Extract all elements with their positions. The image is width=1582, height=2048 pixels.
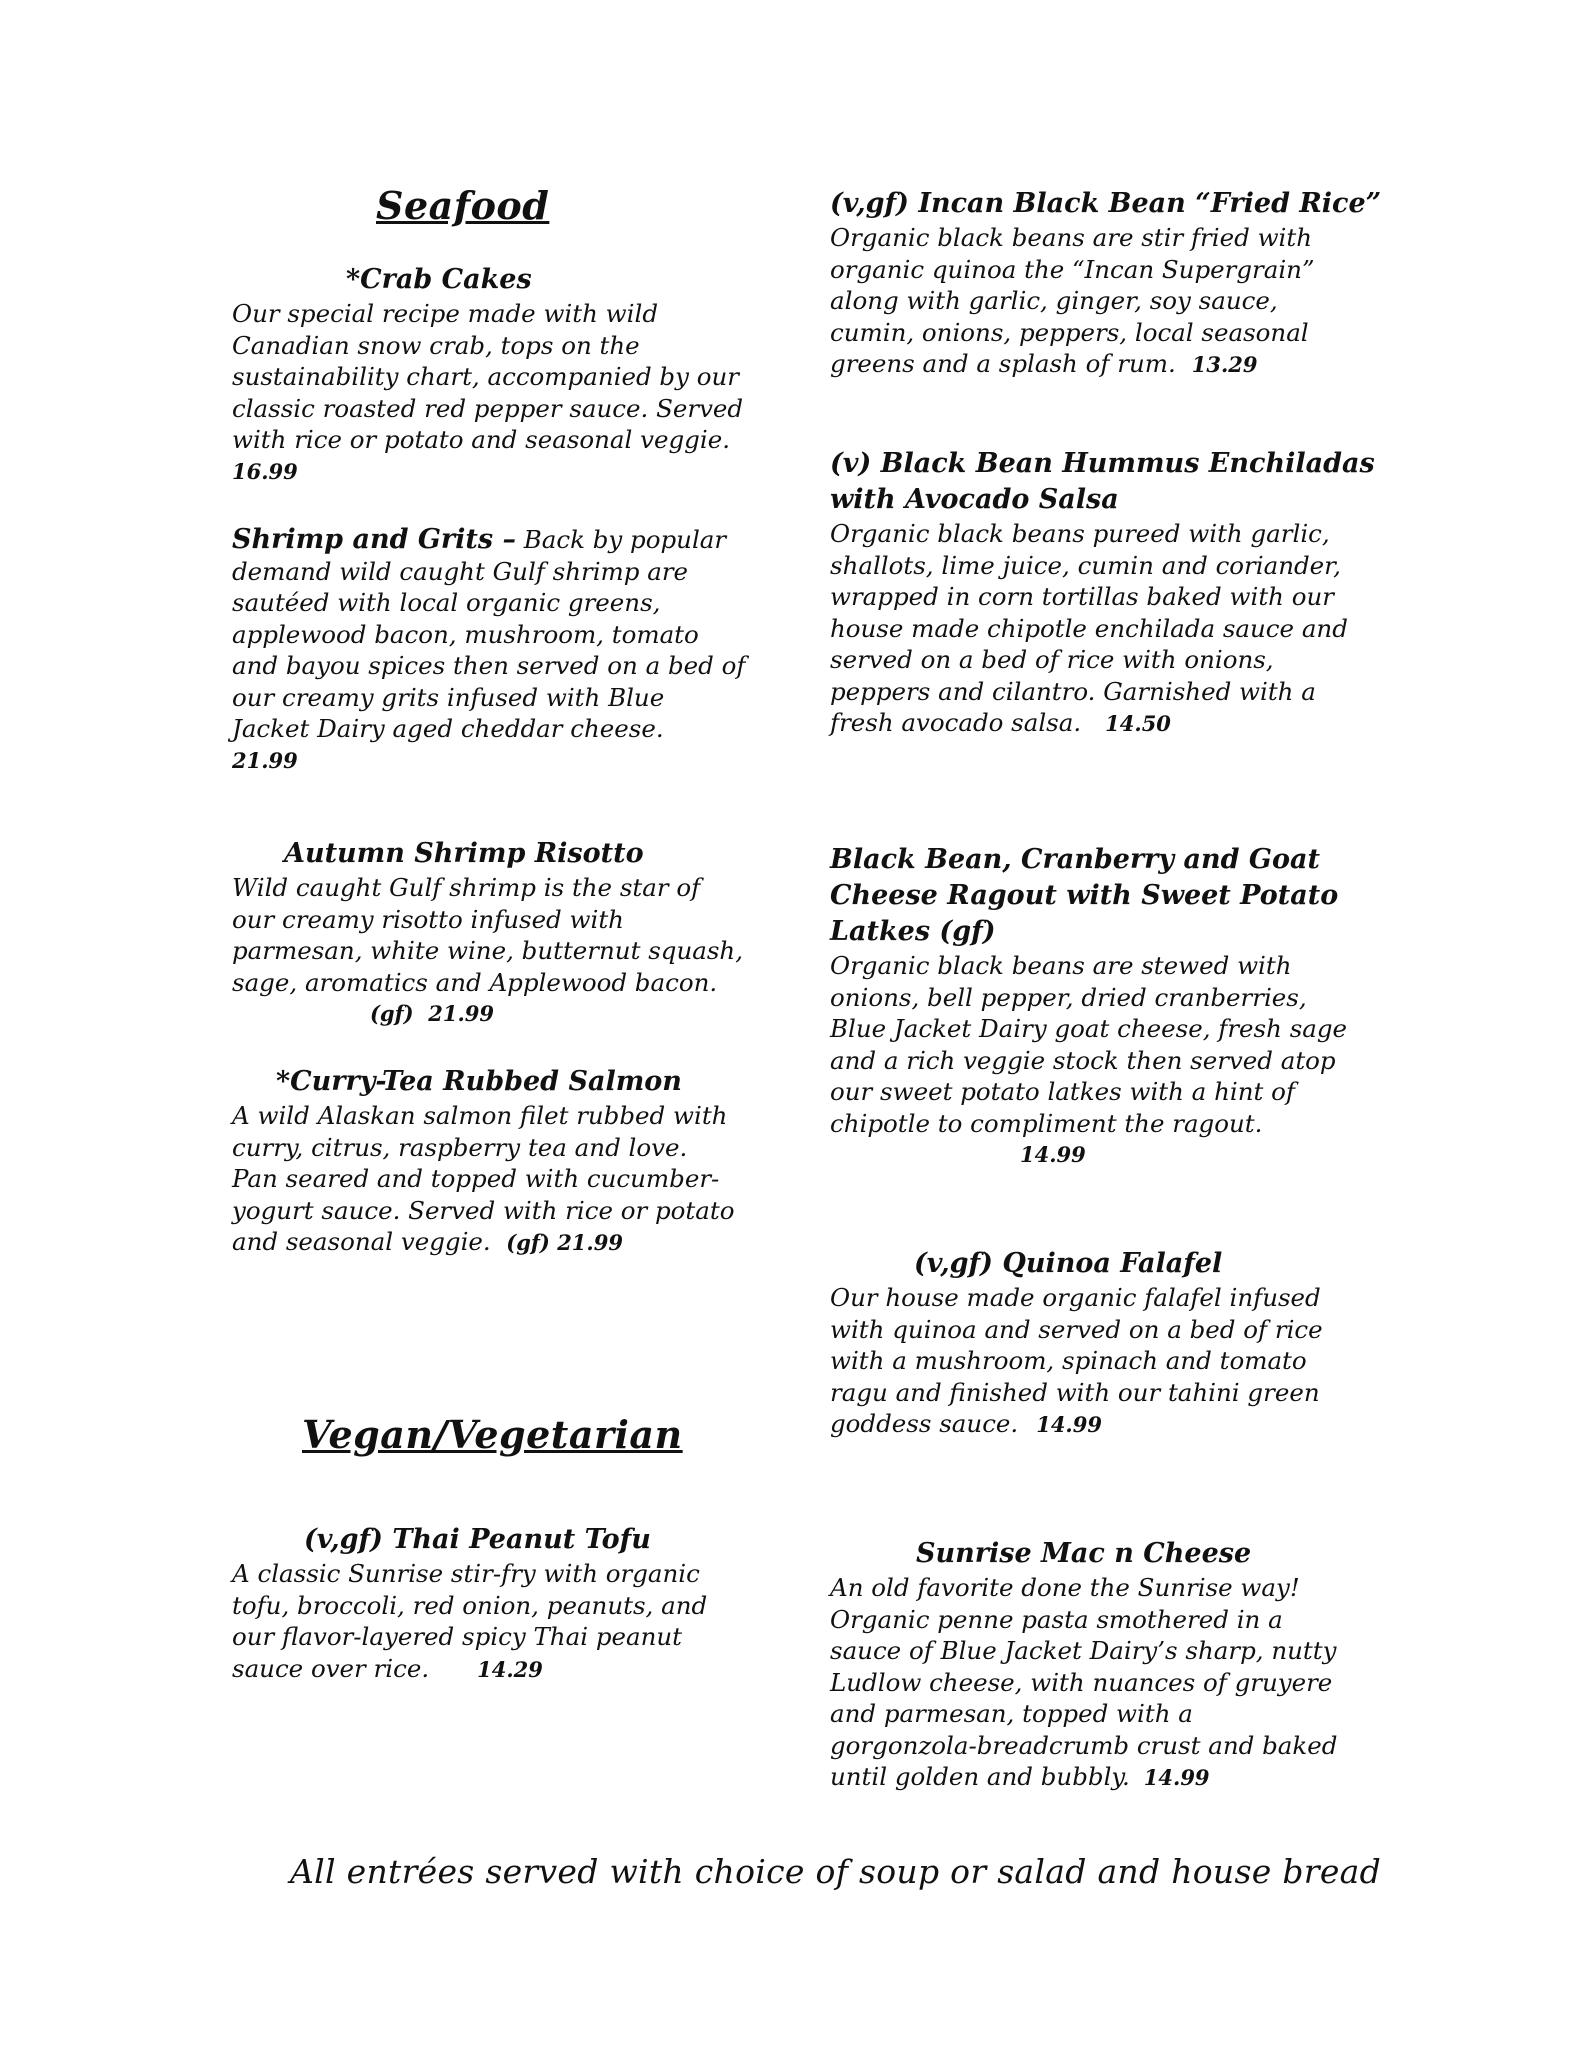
- item-desc-line: demand wild caught Gulf shrimp are: [232, 556, 689, 586]
- item-desc-line: Blue Jacket Dairy goat cheese, fresh sage: [830, 1014, 1348, 1043]
- item-name: with Avocado Salsa: [830, 484, 1119, 515]
- item-desc-line: Canadian snow crab, tops on the: [232, 330, 640, 360]
- item-desc-line: Organic black beans are stir fried with: [830, 223, 1312, 252]
- item-name: (v,gf) Incan Black Bean “Fried Rice”: [830, 188, 1382, 219]
- item-desc-line: An old favorite done the Sunrise way!: [830, 1573, 1300, 1602]
- menu-item-shrimp-risotto: [232, 836, 772, 1030]
- item-desc-line: Organic penne pasta smothered in a: [830, 1604, 1283, 1634]
- item-desc-line: Jacket Dairy aged cheddar cheese.: [232, 714, 664, 743]
- item-desc-line: classic roasted red pepper sauce. Served: [232, 393, 744, 423]
- item-desc-line: sustainability chart, accompanied by our: [232, 362, 739, 391]
- item-desc-line: our flavor-layered spicy Thai peanut: [232, 1622, 683, 1651]
- section-title-seafood: Seafood: [376, 183, 550, 228]
- item-name: (v,gf) Thai Peanut Tofu: [304, 1524, 651, 1555]
- item-desc-line: goddess sauce.: [830, 1409, 1019, 1438]
- item-desc-line: with a mushroom, spinach and tomato: [830, 1346, 1307, 1375]
- menu-item-quinoa-falafel: [830, 1246, 1390, 1441]
- item-desc-line: A classic Sunrise stir-fry with organic: [232, 1559, 700, 1588]
- item-desc-line: Organic black beans are stewed with: [830, 951, 1292, 980]
- item-name: Sunrise Mac n Cheese: [916, 1538, 1252, 1569]
- item-desc-line: cumin, onions, peppers, local seasonal: [830, 317, 1309, 347]
- item-desc-line: with rice or potato and seasonal veggie.: [232, 425, 730, 454]
- item-desc-line: Wild caught Gulf shrimp is the star of: [232, 873, 701, 902]
- item-name: *Crab Cakes: [346, 264, 532, 295]
- item-name: Black Bean, Cranberry and Goat: [830, 844, 1320, 875]
- menu-item-crab-cakes: [232, 262, 772, 487]
- item-desc-line: fresh avocado salsa.: [830, 708, 1082, 737]
- section-title-vegan: Vegan/Vegetarian: [302, 1412, 683, 1457]
- item-tag: (gf): [506, 1230, 550, 1255]
- item-name: Latkes (gf): [830, 916, 996, 947]
- item-price: 14.99: [1036, 1412, 1102, 1437]
- item-desc-line: with quinoa and served on a bed of rice: [830, 1314, 1323, 1344]
- item-desc-line: our sweet potato latkes with a hint of: [830, 1077, 1295, 1106]
- menu-item-shrimp-grits: [232, 524, 772, 776]
- item-desc-line: Our house made organic falafel infused: [830, 1283, 1321, 1312]
- item-name: *Curry-Tea Rubbed Salmon: [276, 1066, 682, 1097]
- item-desc-line: Ludlow cheese, with nuances of gruyere: [830, 1667, 1333, 1697]
- item-name: (v) Black Bean Hummus Enchiladas: [830, 448, 1375, 479]
- item-name: Autumn Shrimp Risotto: [284, 838, 644, 869]
- item-desc-line: peppers and cilantro. Garnished with a: [830, 676, 1316, 706]
- item-desc-line: tofu, broccoli, red onion, peanuts, and: [232, 1590, 708, 1620]
- item-name: Cheese Ragout with Sweet Potato: [830, 880, 1339, 911]
- item-desc-line: sautéed with local organic greens,: [232, 588, 661, 617]
- item-price: 14.29: [477, 1656, 543, 1682]
- item-desc-line: Our special recipe made with wild: [232, 299, 658, 328]
- menu-item-thai-tofu: [232, 1522, 772, 1685]
- footer-note: All entrées served with choice of soup or salad and house bread: [290, 1852, 1382, 1891]
- item-desc-line: wrapped in corn tortillas baked with our: [830, 582, 1334, 611]
- item-tag: (gf): [370, 1001, 414, 1026]
- item-desc-line: parmesan, white wine, butternut squash,: [232, 936, 743, 965]
- item-price: 21.99: [557, 1230, 623, 1255]
- item-desc-line: and a rich veggie stock then served atop: [830, 1045, 1336, 1075]
- menu-item-enchiladas: [830, 446, 1390, 740]
- item-price: 21.99: [232, 747, 298, 773]
- item-desc-line: yogurt sauce. Served with rice or potato: [232, 1195, 735, 1225]
- item-desc-line: served on a bed of rice with onions,: [830, 645, 1274, 674]
- item-desc-line: applewood bacon, mushroom, tomato: [232, 619, 699, 649]
- item-desc-line: our creamy grits infused with Blue: [232, 682, 665, 712]
- item-price: 14.50: [1105, 711, 1171, 736]
- item-desc-line: organic quinoa the “Incan Supergrain”: [830, 254, 1315, 284]
- item-desc-line: house made chipotle enchilada sauce and: [830, 613, 1348, 643]
- menu-item-salmon: [232, 1064, 772, 1259]
- menu-item-mac-n-cheese: [830, 1536, 1390, 1794]
- item-desc-line: until golden and bubbly.: [830, 1762, 1130, 1791]
- item-desc-line: and seasonal veggie.: [232, 1227, 491, 1256]
- menu-item-ragout: [830, 842, 1390, 1171]
- item-desc-line: chipotle to compliment the ragout.: [830, 1108, 1263, 1138]
- item-desc-line: our creamy risotto infused with: [232, 904, 624, 934]
- item-desc-line: along with garlic, ginger, soy sauce,: [830, 286, 1278, 315]
- item-desc-line: ragu and finished with our tahini green: [830, 1377, 1320, 1407]
- item-price: 14.99: [1143, 1765, 1210, 1790]
- item-desc-line: sauce over rice.: [232, 1653, 430, 1683]
- item-desc-line: gorgonzola-breadcrumb crust and baked: [830, 1730, 1338, 1760]
- item-desc-line: greens and a splash of rum.: [830, 349, 1176, 378]
- item-price: 16.99: [232, 458, 298, 484]
- item-desc-line: and bayou spices then served on a bed of: [232, 651, 746, 680]
- item-desc-line: sage, aromatics and Applewood bacon.: [232, 967, 718, 997]
- item-price: 14.99: [1020, 1142, 1086, 1167]
- item-desc-line: sauce of Blue Jacket Dairy’s sharp, nutty: [830, 1636, 1337, 1665]
- item-name: Shrimp and Grits –: [232, 524, 516, 555]
- item-desc-line: Back by popular: [515, 525, 727, 554]
- item-desc-line: Pan seared and topped with cucumber-: [232, 1164, 720, 1193]
- item-name: (v,gf) Quinoa Falafel: [914, 1248, 1223, 1279]
- item-desc-line: A wild Alaskan salmon filet rubbed with: [232, 1101, 728, 1130]
- item-price: 21.99: [428, 1001, 494, 1026]
- menu-item-incan-fried-rice: [830, 186, 1390, 381]
- item-desc-line: onions, bell pepper, dried cranberries,: [830, 982, 1307, 1012]
- item-desc-line: shallots, lime juice, cumin and coriander,: [830, 550, 1341, 580]
- item-price: 13.29: [1191, 352, 1258, 377]
- item-desc-line: curry, citrus, raspberry tea and love.: [232, 1132, 688, 1162]
- item-desc-line: Organic black beans pureed with garlic,: [830, 519, 1330, 548]
- item-desc-line: and parmesan, topped with a: [830, 1699, 1193, 1728]
